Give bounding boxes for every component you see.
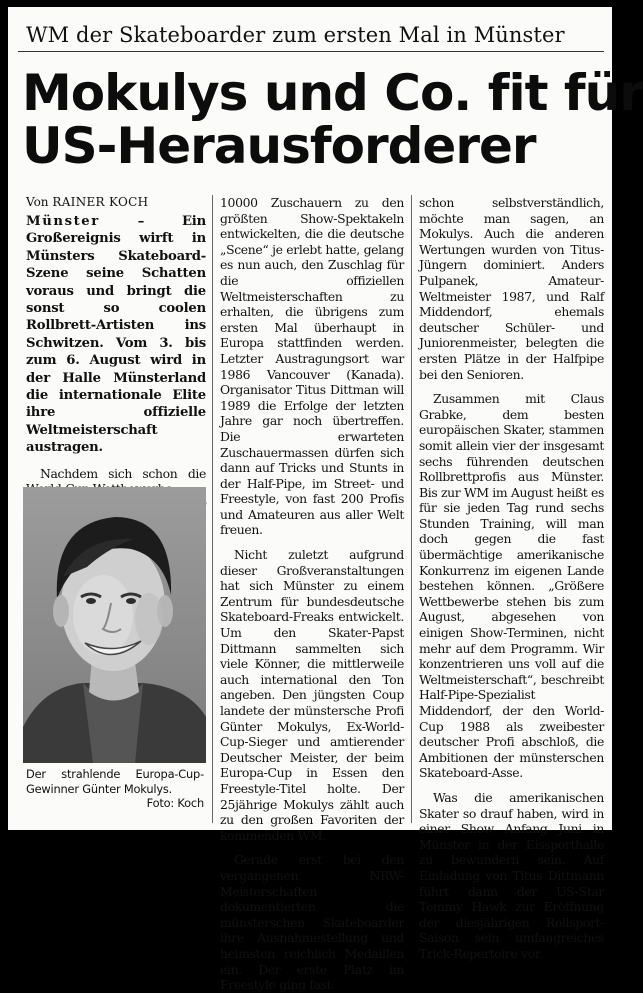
newspaper-page xyxy=(8,7,643,993)
column-1 xyxy=(26,195,206,485)
lead-dateline: Münster xyxy=(26,214,100,229)
headline xyxy=(22,64,643,175)
column-2-paragraph-3: Gerade erst bei den vergangenen NRW-Meisterschaften dokumentierten die münsterschen Skateboarder ihre Ausnahmestellung und heimsten reichlich Medaillen ein. Der erste Platz im Freestyle ging fast xyxy=(220,852,404,993)
portrait-image xyxy=(23,487,206,763)
column-2-paragraph-2: Nicht zuletzt aufgrund dieser Großveranstaltungen hat sich Münster zu einem Zentrum für bundesdeutsche Skateboard-Freaks entwickelt. Um den Skater-Papst Dittmann sammelten sich viele Könner, die mittlerweile auch international den Ton angeben. Den jüngsten Coup landete der münstersche Profi Günter Mokulys, Ex-World-Cup-Sieger und amtierender Deutscher Meister, der beim Europa-Cup in Essen den Freestyle-Titel holte. Der 25jährige Mokulys zählt auch zu den großen Favoriten der kommenden WM. xyxy=(220,547,404,843)
kicker-line: WM der Skateboarder zum ersten Mal in Münster xyxy=(26,23,565,47)
byline-prefix: Von xyxy=(26,195,49,209)
photo-credit: Foto: Koch xyxy=(146,796,204,811)
kicker-rule xyxy=(18,51,604,52)
column-2 xyxy=(220,195,404,993)
column-1-paragraph: Nachdem sich schon die xyxy=(40,465,206,481)
lead-text: – Ein Großereignis wirft in Münsters Skateboard-Szene seine Schatten voraus und bringt die sonst so coolen Rollbrett-Artisten ins Schwitzen. Vom 3. bis zum 6. August wird in der Halle Münsterland die internationale Elite ihre offizielle Weltmeisterschaft austragen. xyxy=(26,214,206,456)
photo-caption-text: Der strahlende Europa-Cup-Gewinner Günter Mokulys. xyxy=(26,767,204,796)
headline-line-1: Mokulys und Co. fit für xyxy=(22,64,643,122)
column-rule-1 xyxy=(212,195,213,823)
column-3-paragraph-1: schon selbstverständlich, möchte man sagen, an Mokulys. Auch die anderen Wertungen wurden von Titus-Jüngern dominiert. Anders Pulpanek, Amateur-Weltmeister 1987, und Ralf Middendorf, ehemals deutscher Schüler- und Juniorenmeister, belegten die ersten Plätze in der Halfpipe bei den Senioren. xyxy=(419,195,604,382)
lead-paragraph xyxy=(26,213,206,457)
column-2-paragraph-1: 10000 Zuschauern zu den größten Show-Spektakeln entwickelten, die die deutsche „Scene“ je erlebt hatte, gelang es nun auch, den Zuschlag für die offiziellen Weltmeisterschaften zu erhalten, die übrigens zum ersten Mal überhaupt in Europa stattfinden werden. Letzter Austragungsort war 1986 Vancouver (Kanada). Organisator Titus Dittman will 1989 die Erfolge der letzten Jahre gar noch übertreffen. Die erwarteten Zuschauermassen dürfen sich dann auf Tricks und Stunts in der Half-Pipe, im Street- und Freestyle, von fast 200 Profis und Amateuren aus aller Welt freuen. xyxy=(220,195,404,538)
byline xyxy=(26,195,206,210)
headline-line-2: US-Herausforderer xyxy=(22,117,536,175)
column-3 xyxy=(419,195,604,961)
column-3-paragraph-2: Zusammen mit Claus Grabke, dem besten europäischen Skater, stammen somit allein vier der insgesamt sechs führenden deutschen Rollbrettprofis aus Münster. Bis zur WM im August heißt es für sie jeden Tag rund sechs Stunden Training, will man doch gegen die fast übermächtige amerikanische Konkurrenz im eigenen Lande bestehen können. „Größere Wettbewerbe stehen bis zum August, abgesehen von einigen Show-Terminen, nicht mehr auf dem Programm. Wir konzentrieren uns voll auf die Weltmeisterschaft“, beschreibt Half-Pipe-Spezialist Middendorf, der den World-Cup 1988 als zweibester deutscher Profi abschloß, die Ambitionen der münsterschen Skateboard-Asse. xyxy=(419,391,604,781)
portrait-photo xyxy=(23,487,206,763)
byline-author: RAINER KOCH xyxy=(52,195,149,209)
column-3-paragraph-3: Was die amerikanischen Skater so drauf haben, wird in einer Show Anfang Juni in Münster in der Eissporthalle zu bewundern sein. Auf Einladung von Titus Dittmann führt dann der US-Star Tommy Hawk zur Eröffnung der diesjährigen Rollsport-Saison sein umfangreiches Trick-Repertoire vor. xyxy=(419,789,604,961)
column-rule-2 xyxy=(411,195,412,823)
photo-caption xyxy=(26,767,204,811)
